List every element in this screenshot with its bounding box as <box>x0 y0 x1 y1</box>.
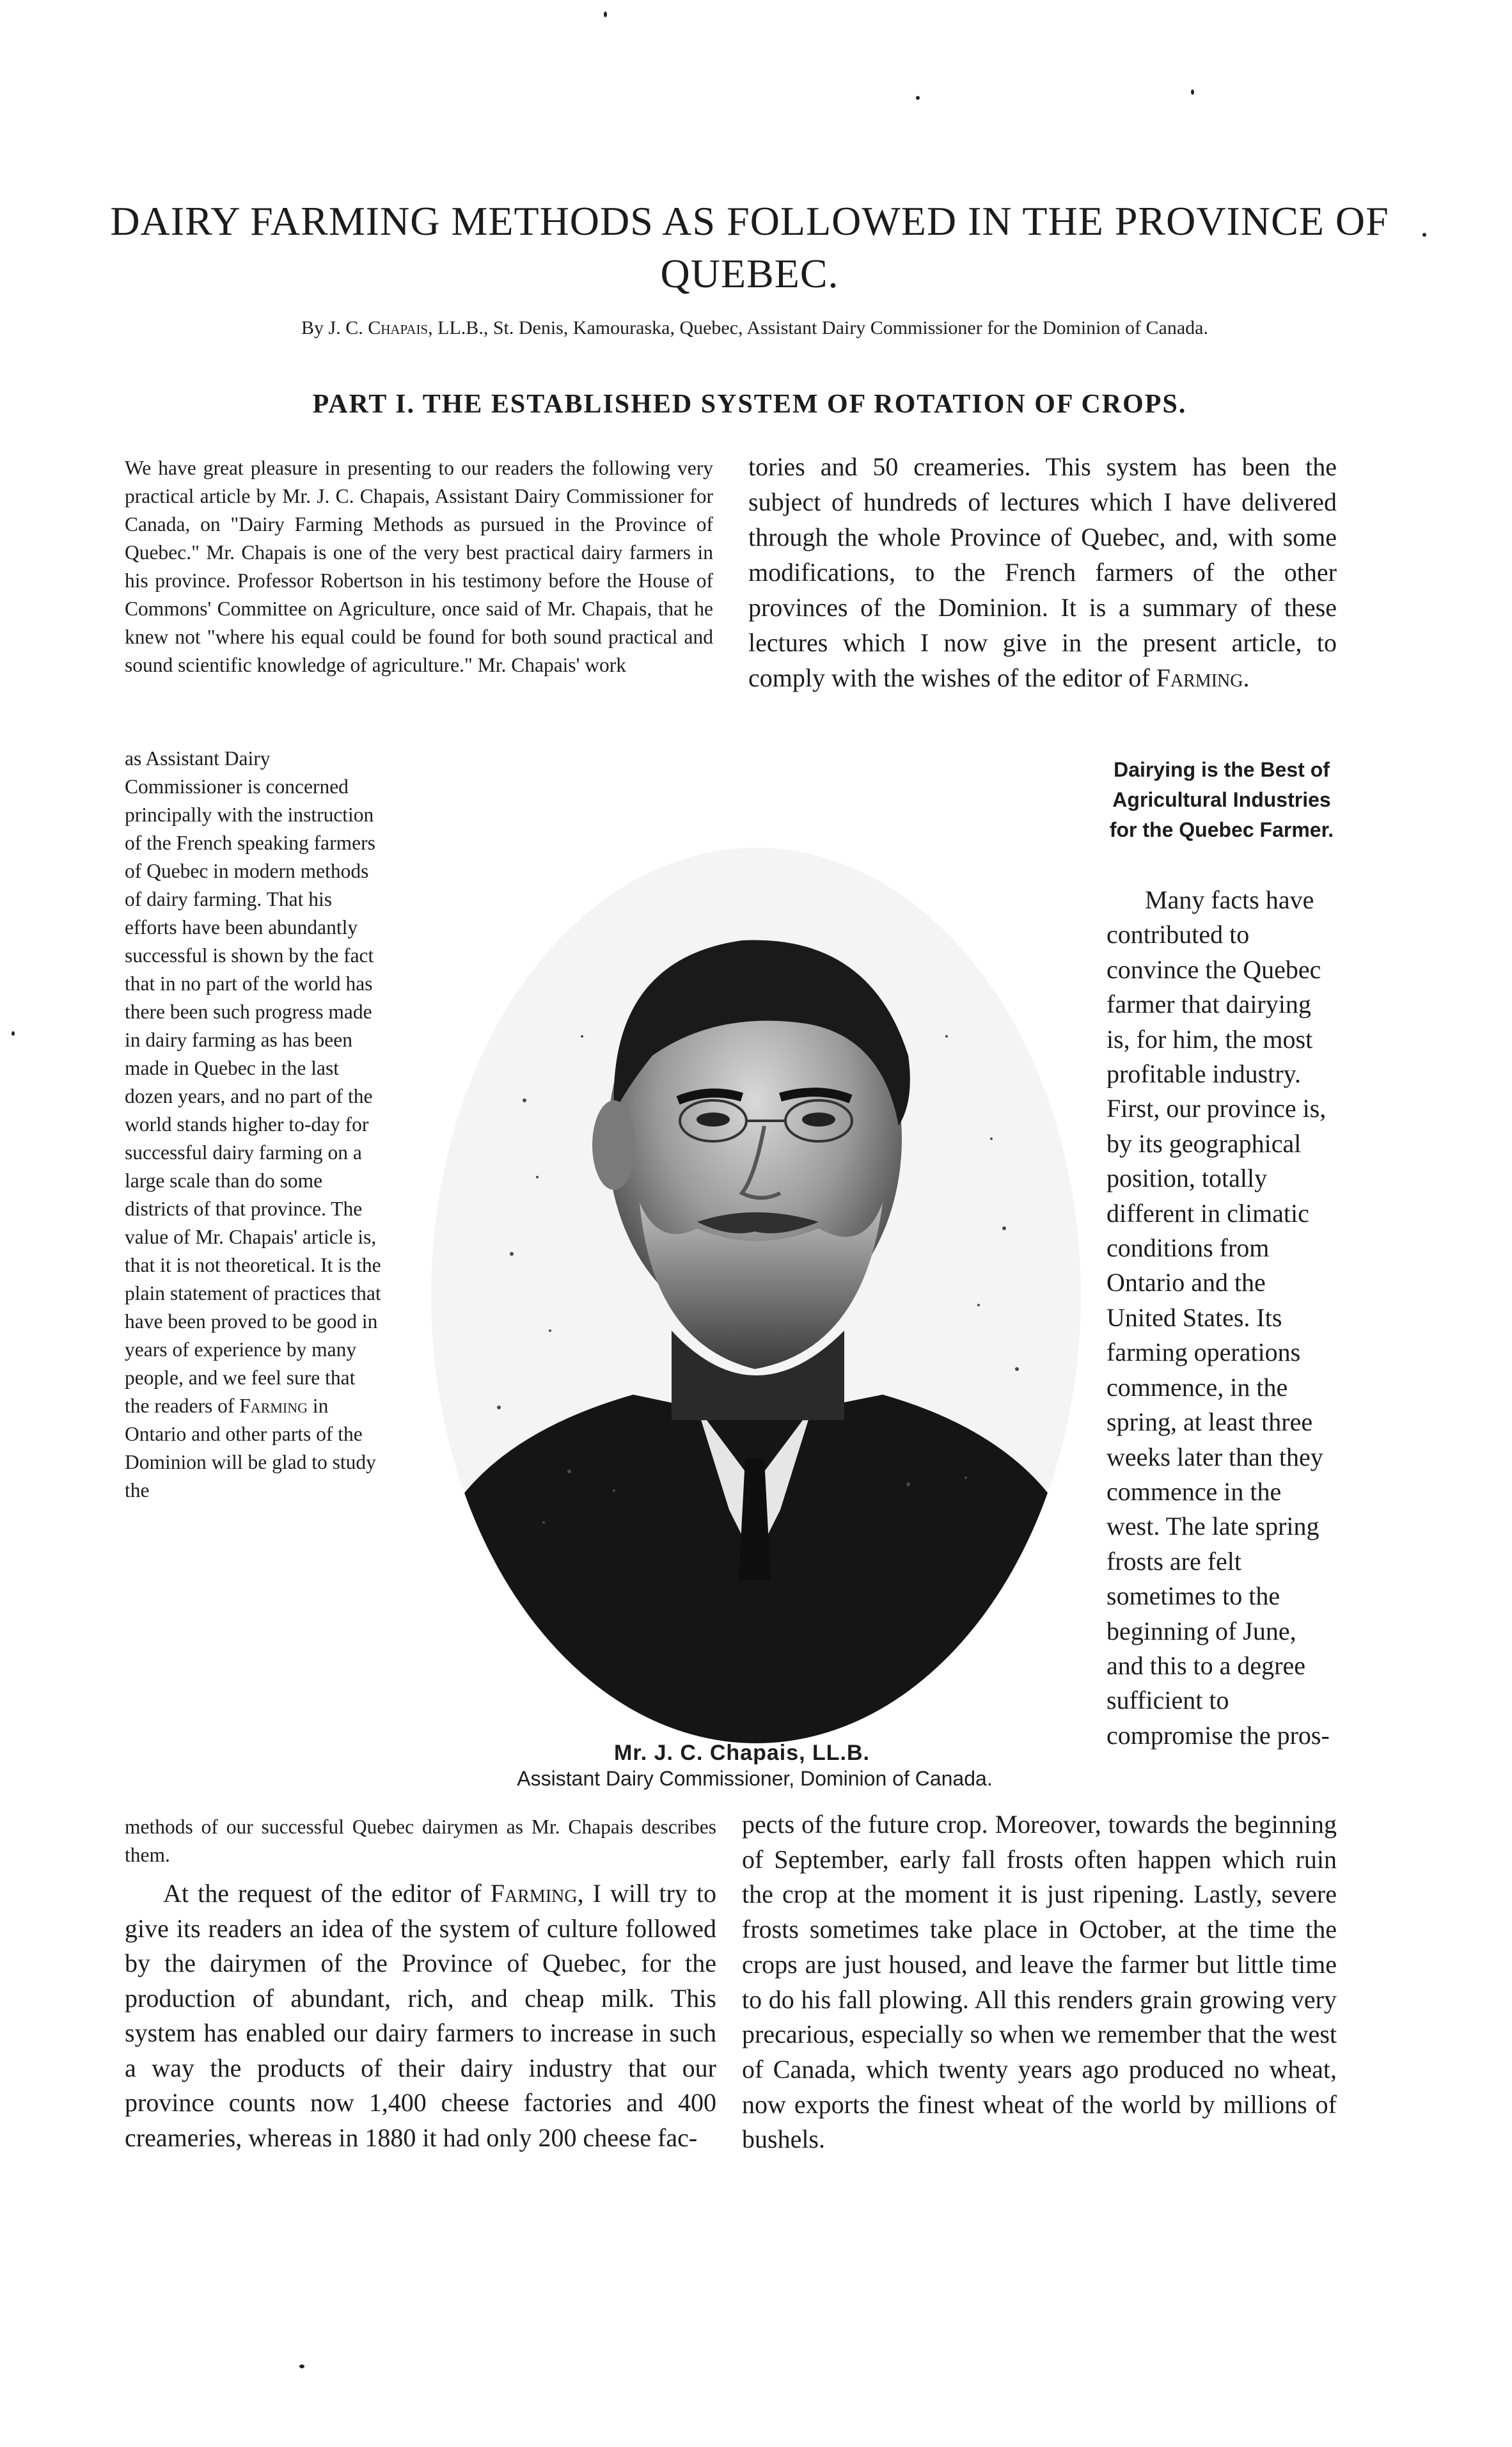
body-right-text-end: . <box>1243 663 1250 692</box>
body-right-farming-name: Farming <box>1156 663 1243 692</box>
part-heading: PART I. THE ESTABLISHED SYSTEM OF ROTATION OF CROPS. <box>312 390 1187 419</box>
print-speck <box>1191 90 1194 95</box>
body-left-farming-name: Farming <box>490 1879 578 1908</box>
body-right-bottom-paragraph: pects of the future crop. Moreover, towards the beginning of September, early fall frosts often happen which ruin the crop at the moment it is just ripening. Lastly, severe frosts sometimes take place in October, at the time the crops are just housed, and leave the farmer but little time to do his fall plowing. All this renders grain growing very precarious, especially so when we remember that the west of Canada, which twenty years ago produced no wheat, now exports the finest wheat of the world by millions of bushels. <box>742 1810 1337 2154</box>
print-speck <box>1422 233 1426 237</box>
body-right-top-paragraph <box>748 449 1337 695</box>
intro-paragraph-top: We have great pleasure in presenting to our readers the following very practical article by Mr. J. C. Chapais, Assistant Dairy Commissioner for Canada, on "Dairy Farming Methods as pursued in the Province of Quebec." Mr. Chapais is one of the very best practical dairy farmers in his province. Professor Robertson in his testimony before the House of Commons' Committee on Agriculture, once said of Mr. Chapais, that he knew not "where his equal could be found for both sound practical and sound scientific knowledge of agriculture." Mr. Chapais' work <box>125 457 713 676</box>
body-right-text: tories and 50 creameries. This system has been the subject of hundreds of lectures which I have delivered through the whole Province of Quebec, and, with some modifications, to the French farmers of the other provinces of the Dominion. It is a summary of these lectures which I now give in the present article, to comply with the wishes of the editor of <box>748 452 1337 692</box>
article-title: DAIRY FARMING METHODS AS FOLLOWED IN THE PROVINCE OF QUEBEC. <box>110 198 1389 296</box>
body-left-paragraph <box>125 1876 716 2155</box>
section-heading: Dairying is the Best of Agricultural Industries for the Quebec Farmer. <box>1109 758 1334 841</box>
print-speck <box>604 12 607 17</box>
print-speck <box>299 2364 304 2368</box>
body-right-narrow-text: Many facts have contributed to convince the Quebec farmer that dairying is, for him, the most profitable industry. First, our province is, by its geographical position, totally different in climatic conditions from Ontario and the United States. Its farming operations commence, in the spring, at least three weeks later than they commence in the west. The late spring frosts are felt sometimes to the beginning of June, and this to a degree sufficient to compromise the pros- <box>1106 885 1330 1750</box>
portrait-caption-name: Mr. J. C. Chapais, LL.B. <box>614 1741 870 1765</box>
intro-narrow-text: as Assistant Dairy Commissioner is concerned principally with the instruction of the French speaking farmers of Quebec in modern methods of dairy farming. That his efforts have been abundantly successful is shown by the fact that in no part of the world has there been such progress made in dairy farming as has been made in Quebec in the last dozen years, and no part of the world stands higher to-day for successful dairy farming on a large scale than do some districts of that province. The value of Mr. Chapais' article is, that it is not theoretical. It is the plain statement of practices that have been proved to be good in years of experience by many people, and we feel sure that the readers of <box>125 747 381 1417</box>
intro-paragraph-end: methods of our successful Quebec dairymen as Mr. Chapais describes them. <box>125 1816 716 1866</box>
portrait-caption-role: Assistant Dairy Commissioner, Dominion of Canada. <box>517 1767 993 1790</box>
print-speck <box>12 1031 15 1036</box>
intro-narrow-text-end: in Ontario and other parts of the Dominion will be glad to study the <box>125 1395 376 1501</box>
intro-farming-name: Farming <box>239 1395 308 1417</box>
body-left-text: At the request of the editor of <box>163 1879 482 1908</box>
body-left-text-end: , I will try to give its readers an idea of the system of culture followed by the dairymen of the Province of Quebec, for the production of abundant, rich, and cheap milk. This system has enabled our dairy farmers to increase in such a way the products of their dairy industry that our province counts now 1,400 cheese factories and 400 creameries, whereas in 1880 it had only 200 cheese fac- <box>125 1879 717 2152</box>
byline-author: J. C. Chapais <box>328 317 429 338</box>
body-right-narrow-paragraph <box>1106 883 1337 1753</box>
byline-prefix: By <box>301 317 324 338</box>
portrait-figure <box>422 844 1091 1746</box>
portrait-image <box>422 844 1091 1746</box>
byline-details: , LL.B., St. Denis, Kamouraska, Quebec, Assistant Dairy Commissioner for the Dominion of Canada. <box>428 317 1208 338</box>
print-speck <box>916 96 920 100</box>
byline <box>179 317 1330 340</box>
intro-paragraph-narrow <box>125 745 384 1505</box>
portrait-oval <box>422 844 1091 1746</box>
